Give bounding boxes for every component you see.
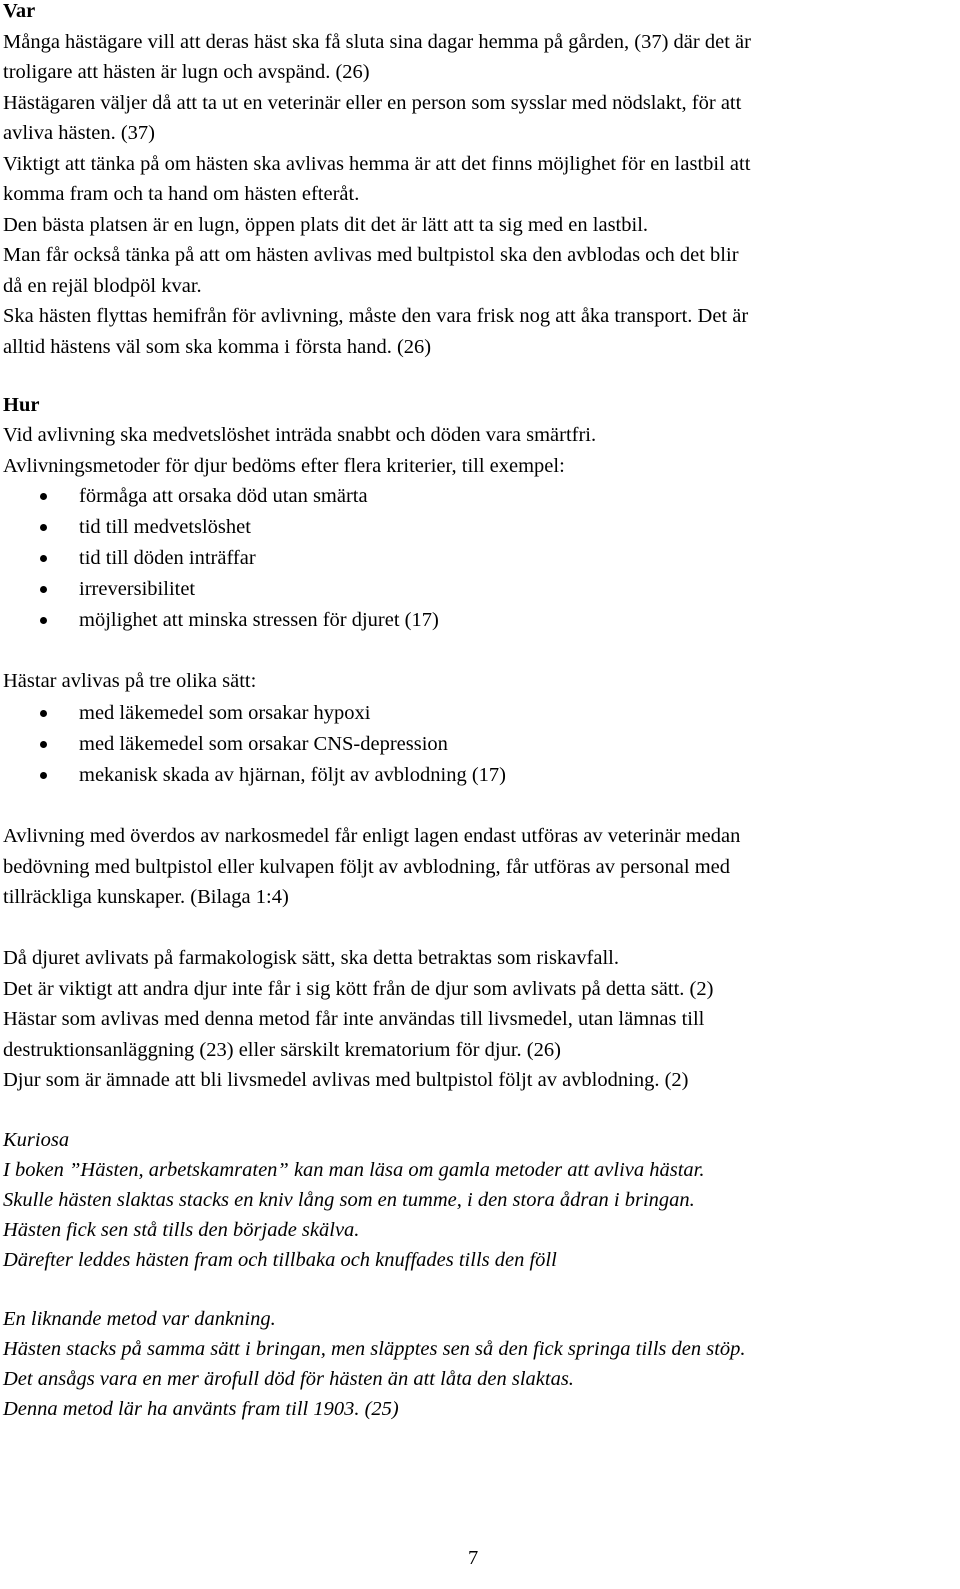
paragraph-line: Man får också tänka på att om hästen avlivas med bultpistol ska den avblodas och det blir <box>3 244 739 266</box>
paragraph-line: Denna metod lär ha använts fram till 1903. (25) <box>3 1398 399 1420</box>
paragraph-line: Det är viktigt att andra djur inte får i sig kött från de djur som avlivats på detta sätt. (2) <box>3 978 714 1000</box>
bullet-icon <box>40 741 47 748</box>
list-item-text: mekanisk skada av hjärnan, följt av avblodning (17) <box>79 764 506 786</box>
heading-var: Var <box>3 0 36 22</box>
paragraph-line: avliva hästen. (37) <box>3 122 155 144</box>
list-item-text: möjlighet att minska stressen för djuret (17) <box>79 609 439 631</box>
paragraph-line: Det ansågs vara en mer ärofull död för hästen än att låta den slaktas. <box>3 1368 574 1390</box>
bullet-icon <box>40 524 47 531</box>
list-item-text: irreversibilitet <box>79 578 196 600</box>
paragraph-line: I boken ”Hästen, arbetskamraten” kan man läsa om gamla metoder att avliva hästar. <box>3 1159 705 1181</box>
list-item-text: med läkemedel som orsakar CNS-depression <box>79 733 448 755</box>
paragraph-line: troligare att hästen är lugn och avspänd. (26) <box>3 61 370 83</box>
paragraph-line: Många hästägare vill att deras häst ska få sluta sina dagar hemma på gården, (37) där det är <box>3 31 751 53</box>
paragraph-line: Skulle hästen slaktas stacks en kniv lång som en tumme, i den stora ådran i bringan. <box>3 1189 695 1211</box>
paragraph-line: Den bästa platsen är en lugn, öppen plats dit det är lätt att ta sig med en lastbil. <box>3 214 649 236</box>
heading-kuriosa: Kuriosa <box>3 1129 70 1151</box>
paragraph-line: Hästar som avlivas med denna metod får inte användas till livsmedel, utan lämnas till <box>3 1008 705 1030</box>
paragraph-line: Då djuret avlivats på farmakologisk sätt, ska detta betraktas som riskavfall. <box>3 947 619 969</box>
paragraph-line: Vid avlivning ska medvetslöshet inträda snabbt och döden vara smärtfri. <box>3 424 597 446</box>
paragraph-line: bedövning med bultpistol eller kulvapen följt av avblodning, får utföras av personal med <box>3 856 730 878</box>
paragraph-line: tillräckliga kunskaper. (Bilaga 1:4) <box>3 886 289 908</box>
bullet-icon <box>40 772 47 779</box>
paragraph-line: Avlivning med överdos av narkosmedel får enligt lagen endast utföras av veterinär medan <box>3 825 741 847</box>
paragraph-line: Ska hästen flyttas hemifrån för avlivning, måste den vara frisk nog att åka transport. Det är <box>3 305 749 327</box>
page-number: 7 <box>468 1547 479 1569</box>
bullet-icon <box>40 493 47 500</box>
paragraph-line: komma fram och ta hand om hästen efteråt. <box>3 183 360 205</box>
paragraph-line: Hästen stacks på samma sätt i bringan, men släpptes sen så den fick springa tills den stöp. <box>3 1338 746 1360</box>
list-item-text: tid till döden inträffar <box>79 547 256 569</box>
paragraph-line: Viktigt att tänka på om hästen ska avlivas hemma är att det finns möjlighet för en lastbil att <box>3 153 751 175</box>
paragraph-line: En liknande metod var dankning. <box>3 1308 276 1330</box>
bullet-icon <box>40 617 47 624</box>
paragraph-line: destruktionsanläggning (23) eller särskilt krematorium för djur. (26) <box>3 1039 561 1061</box>
paragraph-line: Djur som är ämnade att bli livsmedel avlivas med bultpistol följt av avblodning. (2) <box>3 1069 689 1091</box>
bullet-icon <box>40 710 47 717</box>
list-item-text: förmåga att orsaka död utan smärta <box>79 485 368 507</box>
paragraph-line: då en rejäl blodpöl kvar. <box>3 275 202 297</box>
bullet-icon <box>40 555 47 562</box>
heading-hur: Hur <box>3 394 40 416</box>
list-item-text: tid till medvetslöshet <box>79 516 251 538</box>
bullet-icon <box>40 586 47 593</box>
paragraph-line: Hästen fick sen stå tills den började skälva. <box>3 1219 360 1241</box>
paragraph-line: Hästägaren väljer då att ta ut en veterinär eller en person som sysslar med nödslakt, för att <box>3 92 742 114</box>
paragraph-line: Hästar avlivas på tre olika sätt: <box>3 670 257 692</box>
list-item-text: med läkemedel som orsakar hypoxi <box>79 702 371 724</box>
paragraph-line: Avlivningsmetoder för djur bedöms efter flera kriterier, till exempel: <box>3 455 565 477</box>
paragraph-line: alltid hästens väl som ska komma i första hand. (26) <box>3 336 432 358</box>
paragraph-line: Därefter leddes hästen fram och tillbaka och knuffades tills den föll <box>3 1249 557 1271</box>
